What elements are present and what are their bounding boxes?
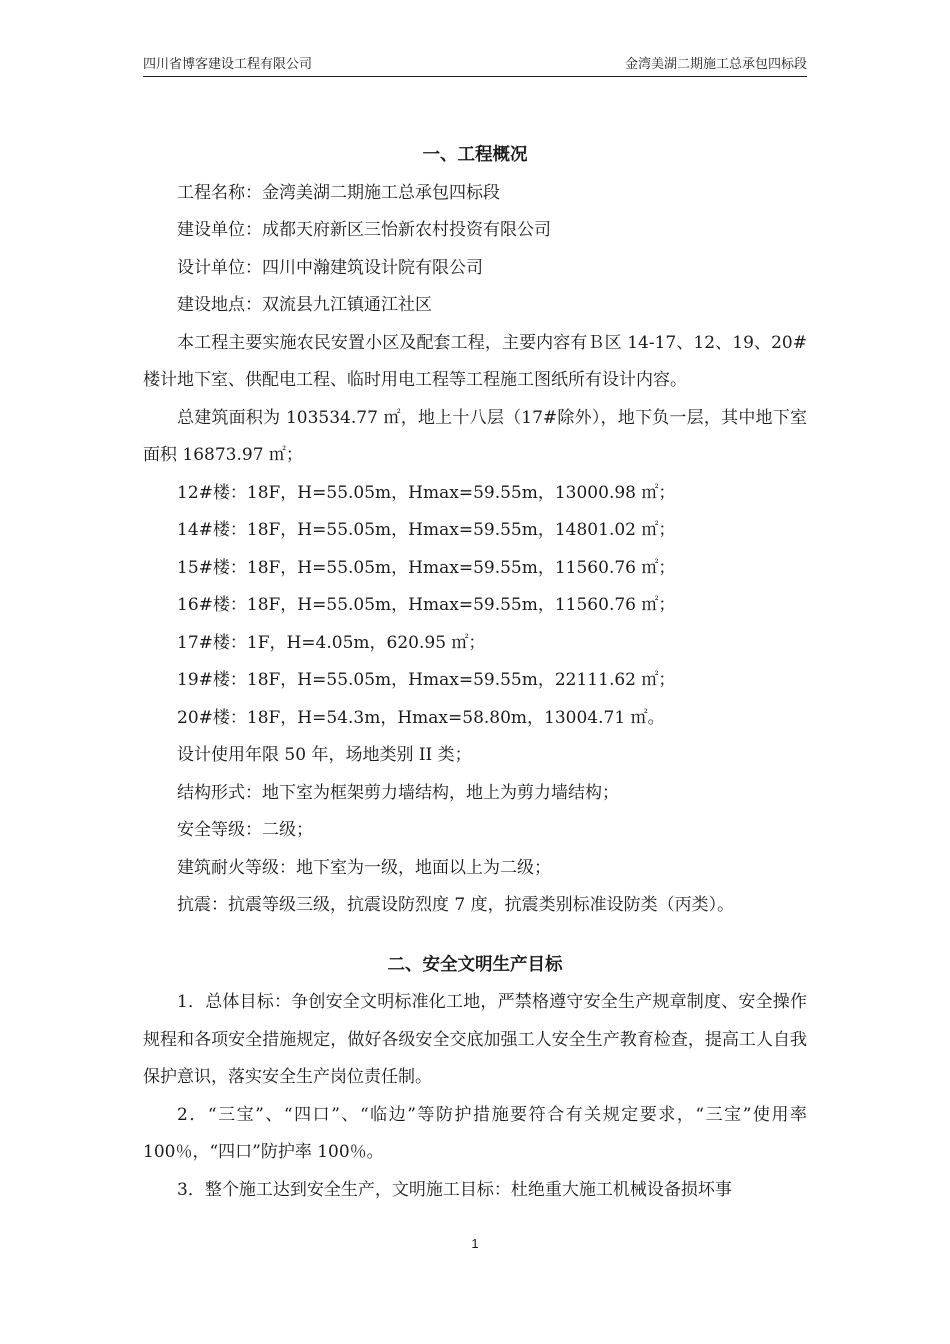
section-spacer <box>143 925 807 947</box>
paragraph: 安全等级：二级； <box>177 820 313 840</box>
paragraph: 2．“三宝”、“四口”、“临边”等防护措施要符合有关规定要求，“三宝”使用率 100％，“四口”防护率 100％。 <box>143 1104 807 1162</box>
building-spec: 19#楼：18F，H=55.05m，Hmax=59.55m，22111.62 ㎡； <box>177 670 676 690</box>
paragraph: 建设地点：双流县九江镇通江社区 <box>177 295 432 315</box>
header-company: 四川省博客建设工程有限公司 <box>143 57 313 72</box>
paragraph: 设计使用年限 50 年，场地类别 II 类； <box>177 745 472 765</box>
paragraph: 建筑耐火等级：地下室为一级，地面以上为二级； <box>177 857 551 878</box>
building-spec: 14#楼：18F，H=55.05m，Hmax=59.55m，14801.02 ㎡； <box>177 520 676 540</box>
document-body <box>143 137 807 1209</box>
building-spec: 17#楼：1F，H=4.05m，620.95 ㎡； <box>177 632 486 653</box>
paragraph: 总建筑面积为 103534.77 ㎡，地上十八层（17#除外），地下负一层，其中地下室面积 16873.97 ㎡； <box>143 407 807 465</box>
building-spec: 20#楼：18F，H=54.3m，Hmax=58.80m，13004.71 ㎡。 <box>177 707 665 728</box>
paragraph: 抗震：抗震等级三级，抗震设防烈度 7 度，抗震类别标准设防类（丙类）。 <box>177 895 735 915</box>
building-spec: 12#楼：18F，H=55.05m，Hmax=59.55m，13000.98 ㎡； <box>177 482 676 503</box>
page-number: 1 <box>471 1236 479 1251</box>
paragraph: 本工程主要实施农民安置小区及配套工程，主要内容有Ｂ区 14-17、12、19、20#楼计地下室、供配电工程、临时用电工程等工程施工图纸所有设计内容。 <box>143 332 807 390</box>
section-title-overview: 一、工程概况 <box>422 145 528 165</box>
paragraph: 结构形式：地下室为框架剪力墙结构，地上为剪力墙结构； <box>177 782 619 803</box>
paragraph: 建设单位：成都天府新区三怡新农村投资有限公司 <box>177 220 551 240</box>
section-title-safety-goals: 二、安全文明生产目标 <box>387 954 563 975</box>
paragraph: 工程名称：金湾美湖二期施工总承包四标段 <box>177 182 500 203</box>
paragraph: 3．整个施工达到安全生产，文明施工目标：杜绝重大施工机械设备损坏事 <box>177 1179 732 1200</box>
header-project: 金湾美湖二期施工总承包四标段 <box>624 57 807 72</box>
paragraph: 1．总体目标：争创安全文明标准化工地，严禁格遵守安全生产规章制度、安全操作规程和各项安全措施规定，做好各级安全交底加强工人安全生产教育检查，提高工人自我保护意识，落实安全生产岗位责任制。 <box>143 992 807 1087</box>
paragraph: 设计单位：四川中瀚建筑设计院有限公司 <box>177 257 483 278</box>
page-header <box>143 56 807 77</box>
building-spec: 15#楼：18F，H=55.05m，Hmax=59.55m，11560.76 ㎡； <box>177 557 676 578</box>
building-spec: 16#楼：18F，H=55.05m，Hmax=59.55m，11560.76 ㎡； <box>177 595 676 615</box>
